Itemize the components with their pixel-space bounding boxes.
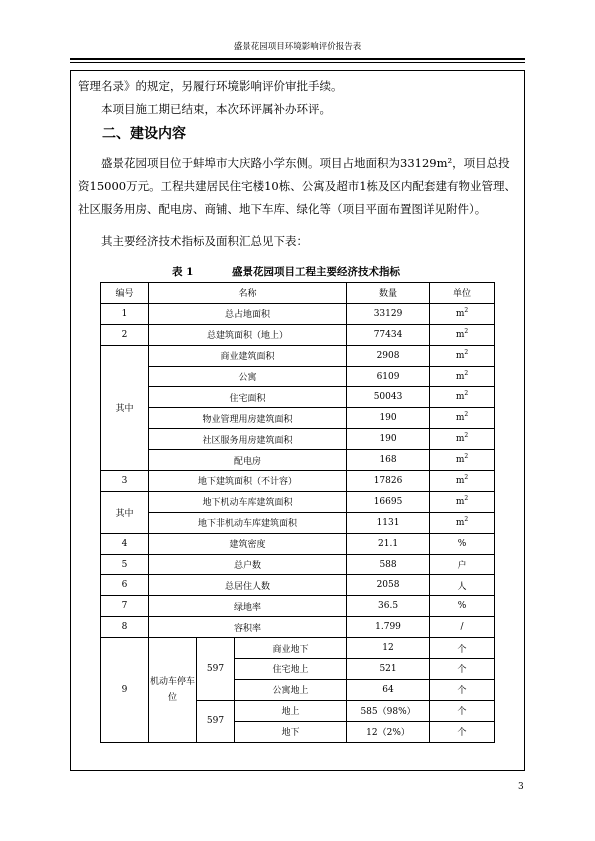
cell-name: 住宅面积: [149, 387, 347, 408]
cell-name: 公寓地上: [235, 679, 347, 700]
cell-name: 公寓: [149, 366, 347, 387]
cell-name: 绿地率: [149, 596, 347, 617]
cell-qty: 1.799: [347, 617, 430, 638]
cell-qty: 12（2%）: [347, 721, 430, 742]
cell-qty: 36.5: [347, 596, 430, 617]
cell-no: 3: [101, 471, 149, 492]
cell-qty: 168: [347, 450, 430, 471]
table-row: [101, 303, 495, 324]
table-row: [101, 450, 495, 471]
page-header: [70, 40, 525, 60]
cell-unit: $m^2$: [430, 491, 495, 512]
table-row: [101, 324, 495, 345]
cell-unit: %: [430, 596, 495, 617]
cell-name: 社区服务用房建筑面积: [149, 429, 347, 450]
cell-group-label: 其中: [101, 345, 149, 470]
header-no: 编号: [101, 283, 149, 304]
cell-unit: 个: [430, 659, 495, 680]
table-header-row: [101, 283, 495, 304]
table-row: [101, 533, 495, 554]
parking-label: 机动车停车位: [149, 638, 197, 742]
cell-name: 地下建筑面积（不计容）: [149, 471, 347, 492]
cell-no: 5: [101, 554, 149, 575]
cell-name: 物业管理用房建筑面积: [149, 408, 347, 429]
table-row: [101, 429, 495, 450]
cell-unit: %: [430, 533, 495, 554]
cell-qty: 588: [347, 554, 430, 575]
report-title: 盛景花园项目环境影响评价报告表: [233, 42, 362, 52]
cell-no: 1: [101, 303, 149, 324]
cell-no: 7: [101, 596, 149, 617]
header-name: 名称: [149, 283, 347, 304]
table-row: [101, 471, 495, 492]
cell-qty: 33129: [347, 303, 430, 324]
cell-unit: $m^2$: [430, 471, 495, 492]
cell-qty: 1131: [347, 512, 430, 533]
cell-qty: 77434: [347, 324, 430, 345]
table-row: [101, 408, 495, 429]
table-row: [101, 596, 495, 617]
cell-unit: $m^2$: [430, 324, 495, 345]
cell-group-label: 其中: [101, 491, 149, 533]
table-row: [101, 366, 495, 387]
table-row: [101, 387, 495, 408]
paragraph: 管理名录》的规定，另履行环境影响评价审批手续。: [78, 79, 343, 93]
cell-name: 配电房: [149, 450, 347, 471]
cell-unit: /: [430, 617, 495, 638]
cell-qty: 6109: [347, 366, 430, 387]
cell-qty: 21.1: [347, 533, 430, 554]
paragraph: 本项目施工期已结束，本次环评属补办环评。: [101, 102, 331, 116]
cell-no: 9: [101, 638, 149, 742]
cell-unit: $m^2$: [430, 303, 495, 324]
table-row: [101, 617, 495, 638]
cell-unit: $m^2$: [430, 408, 495, 429]
cell-qty: 2058: [347, 575, 430, 596]
cell-no: 4: [101, 533, 149, 554]
cell-qty: 190: [347, 408, 430, 429]
cell-qty: 585（98%）: [347, 700, 430, 721]
cell-name: 商业建筑面积: [149, 345, 347, 366]
cell-unit: 个: [430, 679, 495, 700]
cell-no: 8: [101, 617, 149, 638]
cell-unit: 个: [430, 700, 495, 721]
cell-name: 地下: [235, 721, 347, 742]
table-row: [101, 638, 495, 659]
paragraph: 其主要经济技术指标及面积汇总见下表：: [101, 234, 308, 248]
cell-name: 总建筑面积（地上）: [149, 324, 347, 345]
cell-name: 地下机动车库建筑面积: [149, 491, 347, 512]
cell-no: 2: [101, 324, 149, 345]
cell-name: 商业地下: [235, 638, 347, 659]
cell-unit: 个: [430, 721, 495, 742]
header-unit: 单位: [430, 283, 495, 304]
cell-name: 地上: [235, 700, 347, 721]
cell-qty: 50043: [347, 387, 430, 408]
cell-qty: 190: [347, 429, 430, 450]
table-title: 盛景花园项目工程主要经济技术指标: [232, 266, 400, 278]
cell-qty: 64: [347, 679, 430, 700]
parking-group-total: 597: [197, 700, 235, 742]
cell-name: 总户数: [149, 554, 347, 575]
table-row: [101, 554, 495, 575]
cell-qty: 521: [347, 659, 430, 680]
cell-name: 住宅地上: [235, 659, 347, 680]
table-row: [101, 512, 495, 533]
cell-unit: 人: [430, 575, 495, 596]
cell-unit: $m^2$: [430, 429, 495, 450]
header-qty: 数量: [347, 283, 430, 304]
cell-no: 6: [101, 575, 149, 596]
table-row: [101, 575, 495, 596]
cell-name: 地下非机动车库建筑面积: [149, 512, 347, 533]
cell-unit: $m^2$: [430, 366, 495, 387]
cell-name: 建筑密度: [149, 533, 347, 554]
cell-unit: $m^2$: [430, 345, 495, 366]
cell-qty: 12: [347, 638, 430, 659]
table-row: [101, 491, 495, 512]
cell-unit: $m^2$: [430, 450, 495, 471]
table-number: 表 1: [172, 266, 194, 278]
page-number: 3: [518, 782, 524, 792]
indicators-table: [100, 282, 495, 743]
parking-group-total: 597: [197, 638, 235, 701]
cell-unit: $m^2$: [430, 512, 495, 533]
cell-unit: 户: [430, 554, 495, 575]
cell-name: 总占地面积: [149, 303, 347, 324]
cell-qty: 16695: [347, 491, 430, 512]
paragraph: 盛景花园项目位于蚌埠市大庆路小学东侧。项目占地面积为33129m²，项目总投资15000万元。工程共建居民住宅楼10栋、公寓及超市1栋及区内配套建有物业管理、社区服务用房、配电房、商铺、地下车库、绿化等（项目平面布置图详见附件）。: [78, 156, 517, 216]
table-row: [101, 345, 495, 366]
cell-name: 总居住人数: [149, 575, 347, 596]
cell-name: 容积率: [149, 617, 347, 638]
cell-unit: 个: [430, 638, 495, 659]
section-heading: 二、建设内容: [102, 126, 186, 142]
cell-qty: 17826: [347, 471, 430, 492]
cell-qty: 2908: [347, 345, 430, 366]
cell-unit: $m^2$: [430, 387, 495, 408]
